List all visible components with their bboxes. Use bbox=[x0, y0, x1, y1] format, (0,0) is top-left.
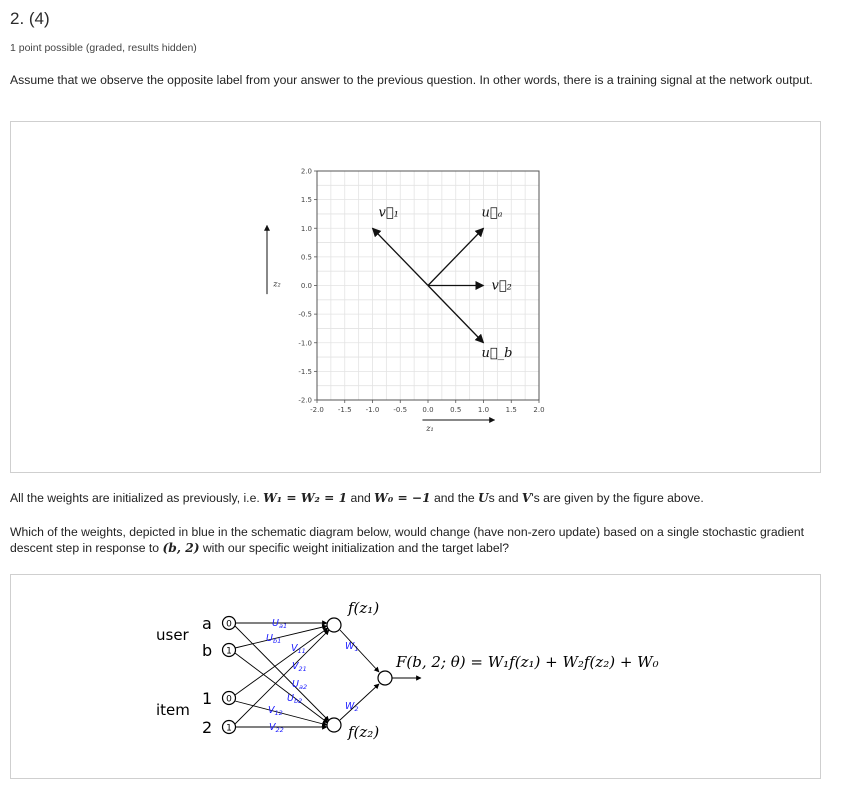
hidden-label-f-z2: f(z₂) bbox=[348, 723, 380, 741]
input-node-2 bbox=[223, 721, 236, 734]
x-tick-label: -1.0 bbox=[365, 406, 380, 414]
question-before: Which of the weights, depicted in blue in the schematic diagram below, would change (have non-zero update) based on a single stochastic gradient descent step in response to bbox=[10, 525, 805, 555]
x-tick-label: 0.5 bbox=[450, 406, 462, 414]
input-value-a: 0 bbox=[226, 619, 232, 630]
weight-label-ub1: $U_{b1}$ bbox=[266, 633, 282, 645]
x-axis-label: z₁ bbox=[426, 424, 434, 433]
input-label-a: a bbox=[202, 614, 212, 633]
vector-label-4: u⃗_b bbox=[481, 345, 513, 361]
y-tick-label: 2.0 bbox=[300, 167, 312, 176]
y-tick-label: -1.5 bbox=[298, 367, 312, 376]
points-info: 1 point possible (graded, results hidden) bbox=[10, 42, 197, 54]
hidden-node-2 bbox=[327, 718, 341, 732]
input-value-1: 0 bbox=[226, 694, 232, 705]
weight-label-v21: $V_{21}$ bbox=[292, 661, 307, 673]
network-diagram-frame bbox=[10, 574, 821, 779]
input-node-1 bbox=[223, 692, 236, 705]
hidden-node-1 bbox=[327, 618, 341, 632]
x-tick-label: -0.5 bbox=[393, 406, 408, 414]
weight-label-w2: $W_2$ bbox=[345, 701, 359, 713]
x-tick-label: 0.0 bbox=[422, 406, 434, 414]
weight-label-v22: $V_{22}$ bbox=[269, 722, 284, 734]
x-tick-label: 2.0 bbox=[533, 406, 545, 414]
input-label-1: 1 bbox=[202, 689, 213, 708]
vector-label-2: u⃗ₐ bbox=[481, 205, 503, 221]
input-node-a bbox=[223, 617, 236, 630]
weights-after1: and the bbox=[430, 491, 479, 505]
network-diagram bbox=[11, 575, 820, 778]
y-tick-label: 1.5 bbox=[300, 196, 312, 205]
group-label-user: user bbox=[156, 626, 189, 644]
weights-text-before: All the weights are initialized as previously, i.e. bbox=[10, 491, 264, 505]
input-label-2: 2 bbox=[202, 718, 213, 737]
y-axis-label: z₂ bbox=[273, 279, 281, 289]
vector-plot-frame bbox=[10, 121, 821, 473]
y-tick-label: 0.0 bbox=[300, 282, 312, 290]
y-tick-label: -2.0 bbox=[298, 396, 312, 405]
intro-paragraph: Assume that we observe the opposite label from your answer to the previous question. In other words, there is a training signal at the network output. bbox=[10, 73, 813, 87]
y-tick-label: 0.5 bbox=[300, 253, 312, 262]
edge-a-h2 bbox=[235, 626, 329, 721]
weight-label-ua1: $U_{a1}$ bbox=[272, 618, 288, 630]
problem-title: 2. (4) bbox=[10, 9, 50, 28]
weights-and: and bbox=[347, 491, 375, 505]
x-tick-label: -2.0 bbox=[310, 406, 324, 414]
question-pair: (b, 2) bbox=[162, 541, 200, 555]
vector-plot bbox=[11, 122, 820, 472]
question-paragraph bbox=[10, 524, 830, 556]
vector-label-3: v⃗₂ bbox=[491, 278, 512, 294]
y-tick-label: 1.0 bbox=[300, 224, 312, 233]
output-node bbox=[378, 671, 392, 685]
weight-label-w1: $W_1$ bbox=[345, 641, 359, 653]
weights-after3: 's are given by the figure above. bbox=[531, 491, 704, 505]
weight-label-v11: $V_{11}$ bbox=[291, 643, 306, 655]
weights-us: U bbox=[478, 491, 489, 505]
weights-vs: V bbox=[521, 491, 532, 505]
group-label-item: item bbox=[156, 701, 190, 719]
input-node-b bbox=[223, 644, 236, 657]
x-tick-label: 1.0 bbox=[477, 406, 490, 414]
weight-label-v12: $V_{12}$ bbox=[268, 705, 283, 717]
x-tick-label: -1.5 bbox=[337, 406, 352, 414]
weights-w0: W₀ = −1 bbox=[374, 491, 431, 505]
question-after: with our specific weight initialization and the target label? bbox=[199, 541, 510, 555]
output-equation: F(b, 2; θ) = W₁f(z₁) + W₂f(z₂) + W₀ bbox=[396, 653, 659, 671]
input-value-2: 1 bbox=[226, 723, 232, 734]
weight-label-ua2: $U_{a2}$ bbox=[292, 679, 308, 691]
input-label-b: b bbox=[202, 641, 213, 660]
x-tick-label: 1.5 bbox=[505, 406, 517, 414]
vector-label-1: v⃗₁ bbox=[378, 205, 399, 221]
weight-label-ub2: $U_{b2}$ bbox=[287, 693, 303, 705]
edge-1-h1 bbox=[235, 628, 328, 695]
y-tick-label: -0.5 bbox=[298, 310, 312, 319]
weights-w1-w2: W₁ = W₂ = 1 bbox=[263, 491, 348, 505]
y-tick-label: -1.0 bbox=[298, 339, 312, 348]
weights-paragraph bbox=[10, 490, 830, 506]
weights-after2: s and bbox=[488, 491, 522, 505]
input-value-b: 1 bbox=[226, 646, 232, 657]
hidden-label-f-z1: f(z₁) bbox=[348, 599, 380, 617]
